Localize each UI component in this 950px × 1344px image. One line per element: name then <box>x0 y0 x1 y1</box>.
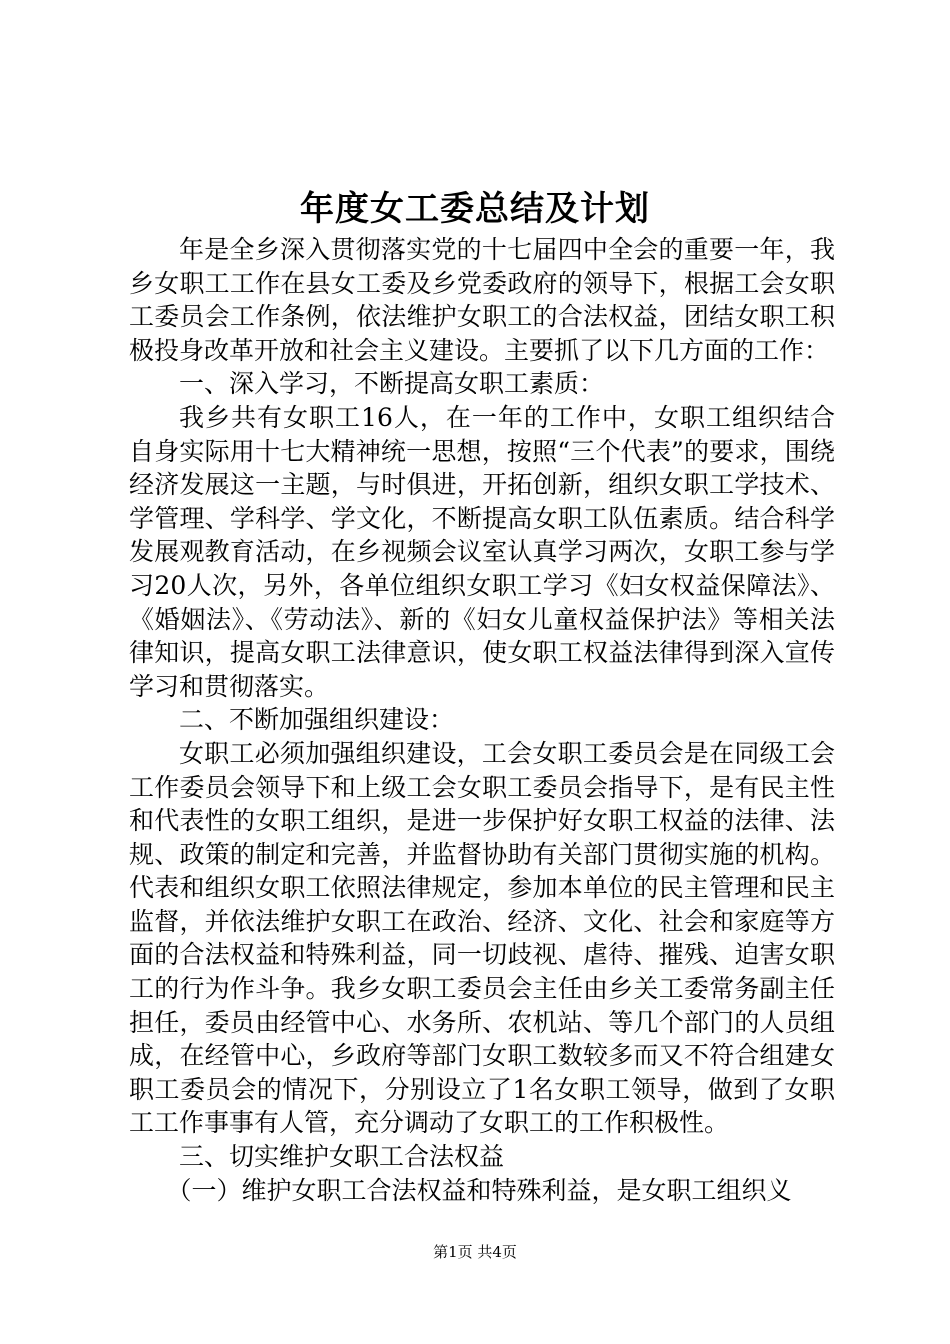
page-footer: 第1页 共4页 <box>433 1243 517 1261</box>
section-3-paragraph: （一）维护女职工合法权益和特殊利益，是女职工组织义 <box>166 1175 792 1205</box>
section-1-paragraph: 我乡共有女职工16人，在一年的工作中，女职工组织结合自身实际用十七大精神统一思想，按照“三个代表”的要求，围绕经济发展这一主题，与时俱进，开拓创新，组织女职工学技术、学管理、学科学、学文化，不断提高女职工队伍素质。结合科学发展观教育活动，在乡视频会议室认真学习两次，女职工参与学习20人次，另外，各单位组织女职工学习《妇女权益保障法》、《婚姻法》、《劳动法》、新的《妇女儿童权益保护法》等相关法律知识，提高女职工法律意识，使女职工权益法律得到深入宣传学习和贯彻落实。 <box>129 402 835 701</box>
document-title: 年度女工委总结及计划 <box>300 189 650 229</box>
intro-paragraph: 年是全乡深入贯彻落实党的十七届四中全会的重要一年，我乡女职工工作在县女工委及乡党委政府的领导下，根据工会女职工委员会工作条例，依法维护女职工的合法权益，团结女职工积极投身改革开放和社会主义建设。主要抓了以下几方面的工作： <box>129 235 835 365</box>
document-body <box>129 233 835 1207</box>
section-heading-1: 一、深入学习，不断提高女职工素质： <box>179 369 605 399</box>
section-heading-3: 三、切实维护女职工合法权益 <box>179 1142 505 1172</box>
section-2-paragraph: 女职工必须加强组织建设，工会女职工委员会是在同级工会工作委员会领导下和上级工会女职工委员会指导下，是有民主性和代表性的女职工组织，是进一步保护好女职工权益的法律、法规、政策的制定和完善，并监督协助有关部门贯彻实施的机构。代表和组织女职工依照法律规定，参加本单位的民主管理和民主监督，并依法维护女职工在政治、经济、文化、社会和家庭等方面的合法权益和特殊利益，同一切歧视、虐待、摧残、迫害女职工的行为作斗争。我乡女职工委员会主任由乡关工委常务副主任担任，委员由经管中心、水务所、农机站、等几个部门的人员组成，在经管中心，乡政府等部门女职工数较多而又不符合组建女职工委员会的情况下，分别设立了1名女职工领导，做到了女职工工作事事有人管，充分调动了女职工的工作积极性。 <box>129 738 835 1138</box>
section-heading-2: 二、不断加强组织建设： <box>179 705 455 735</box>
